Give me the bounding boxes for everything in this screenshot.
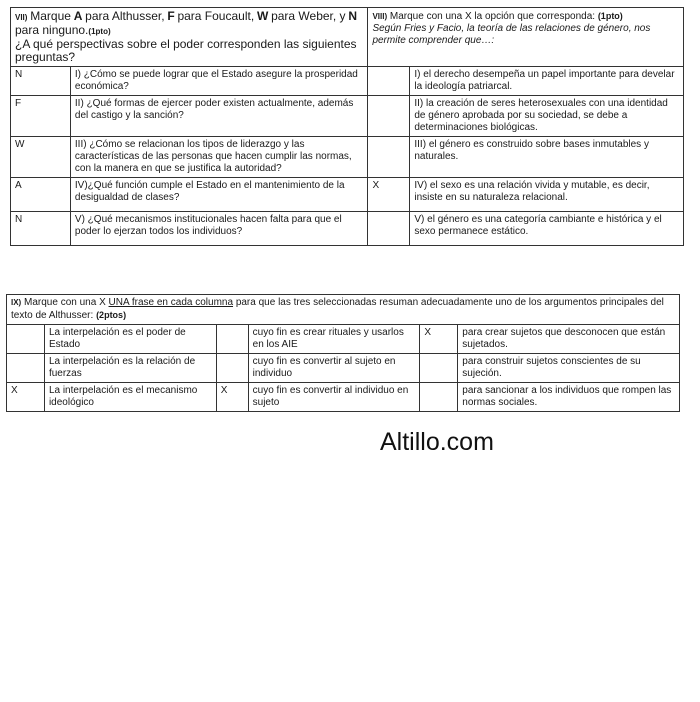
s7-question-1: I) ¿Cómo se puede lograr que el Estado asegure la prosperidad económica? <box>70 67 368 96</box>
section7-header: VII) Marque A para Althusser, F para Foucault, W para Weber, y N para ninguno.(1pto) ¿A qué perspectivas sobre el poder corresponden las siguientes preguntas? <box>11 8 368 67</box>
s7-question-4: IV)¿Qué función cumple el Estado en el mantenimiento de la desigualdad de clases? <box>70 178 368 212</box>
s9-phrase-col3-row2: para construir sujetos conscientes de su sujeción. <box>458 354 680 383</box>
section9-header: IX) Marque con una X UNA frase en cada columna para que las tres seleccionadas resuman adecuadamente uno de los argumentos principales del texto de Althusser: (2ptos) <box>7 295 680 325</box>
section7-points: (1pto) <box>88 27 111 36</box>
s9-mark-col3-row1[interactable]: X <box>420 325 458 354</box>
s7-question-5: V) ¿Qué mecanismos institucionales hacen falta para que el poder lo ejerzan todos los individuos? <box>70 212 368 246</box>
s7-question-2: II) ¿Qué formas de ejercer poder existen actualmente, además del castigo y la sanción? <box>70 96 368 137</box>
s8-mark-3[interactable] <box>368 137 410 178</box>
s8-option-5: V) el género es una categoría cambiante e histórica y el sexo permanece estático. <box>410 212 684 246</box>
section7-number: VII) <box>15 13 28 22</box>
s9-mark-col2-row1[interactable] <box>216 325 248 354</box>
questions-table-9 <box>6 294 680 412</box>
s9-phrase-col2-row1: cuyo fin es crear rituales y usarlos en los AIE <box>248 325 420 354</box>
s8-option-4: IV) el sexo es una relación vivida y mutable, es decir, insiste en su naturaleza relacional. <box>410 178 684 212</box>
s9-mark-col3-row3[interactable] <box>420 383 458 412</box>
section9-points: (2ptos) <box>96 310 127 320</box>
s7-answer-4[interactable]: A <box>11 178 71 212</box>
s9-mark-col1-row2[interactable] <box>7 354 45 383</box>
s7-answer-1[interactable]: N <box>11 67 71 96</box>
s8-option-3: III) el género es construido sobre bases inmutables y naturales. <box>410 137 684 178</box>
s7-answer-5[interactable]: N <box>11 212 71 246</box>
s9-mark-col2-row3[interactable]: X <box>216 383 248 412</box>
altillo-logo: Altillo.com <box>380 428 494 456</box>
questions-table-7-8 <box>10 7 684 246</box>
s9-mark-col1-row3[interactable]: X <box>7 383 45 412</box>
s9-phrase-col3-row1: para crear sujetos que desconocen que están sujetados. <box>458 325 680 354</box>
section9-number: IX) <box>11 298 22 307</box>
s9-phrase-col3-row3: para sancionar a los individuos que rompen las normas sociales. <box>458 383 680 412</box>
s9-phrase-col2-row2: cuyo fin es convertir al sujeto en individuo <box>248 354 420 383</box>
section7-question: ¿A qué perspectivas sobre el poder corresponden las siguientes preguntas? <box>15 37 357 64</box>
section8-lead: Según Fries y Facio, la teoría de las relaciones de género, nos permite comprender que…: <box>372 23 651 46</box>
s7-answer-3[interactable]: W <box>11 137 71 178</box>
s9-phrase-col1-row3: La interpelación es el mecanismo ideológico <box>44 383 216 412</box>
section8-header: VIII) Marque con una X la opción que corresponda: (1pto) Según Fries y Facio, la teoría de las relaciones de género, nos permite comprender que…: <box>368 8 684 67</box>
section8-number: VIII) <box>372 12 388 21</box>
s8-mark-4[interactable]: X <box>368 178 410 212</box>
s7-answer-2[interactable]: F <box>11 96 71 137</box>
s8-option-2: II) la creación de seres heterosexuales con una identidad de género aprobada por su sociedad, se debe a determinaciones biológicas. <box>410 96 684 137</box>
s8-mark-2[interactable] <box>368 96 410 137</box>
s9-phrase-col1-row2: La interpelación es la relación de fuerzas <box>44 354 216 383</box>
s9-phrase-col2-row3: cuyo fin es convertir al individuo en sujeto <box>248 383 420 412</box>
s9-phrase-col1-row1: La interpelación es el poder de Estado <box>44 325 216 354</box>
s8-option-1: I) el derecho desempeña un papel importante para develar la ideología patriarcal. <box>410 67 684 96</box>
s9-mark-col2-row2[interactable] <box>216 354 248 383</box>
s7-question-3: III) ¿Cómo se relacionan los tipos de liderazgo y las características de las personas que hacen cumplir las normas, con la manera en que se justifica la autoridad? <box>70 137 368 178</box>
s8-mark-5[interactable] <box>368 212 410 246</box>
s9-mark-col1-row1[interactable] <box>7 325 45 354</box>
s9-mark-col3-row2[interactable] <box>420 354 458 383</box>
s8-mark-1[interactable] <box>368 67 410 96</box>
section8-points: (1pto) <box>597 11 623 21</box>
